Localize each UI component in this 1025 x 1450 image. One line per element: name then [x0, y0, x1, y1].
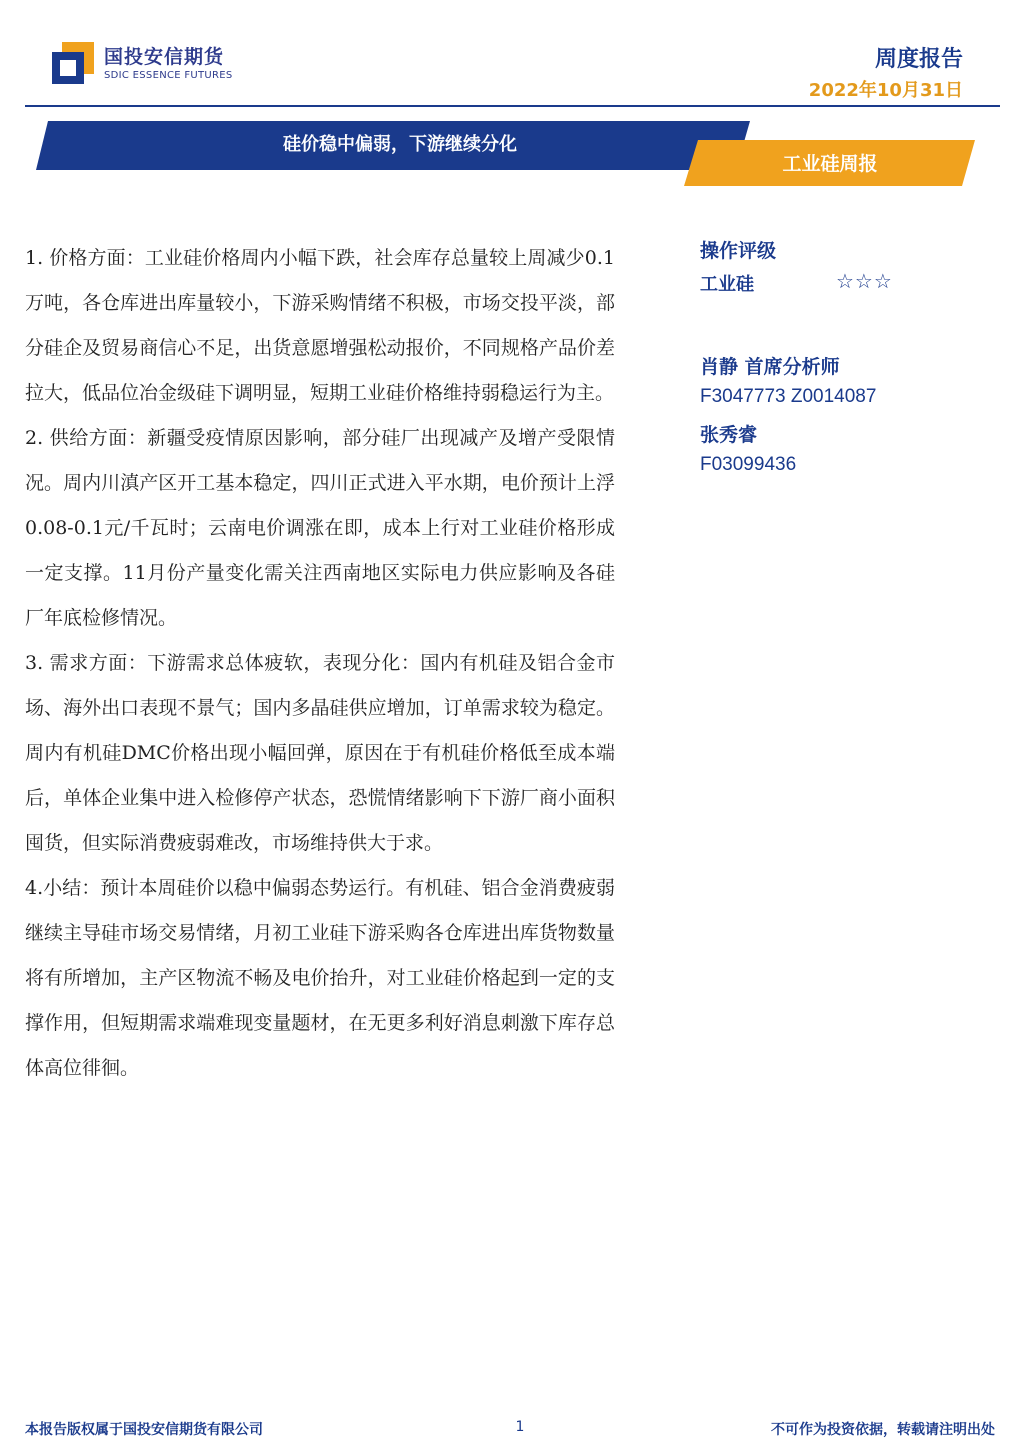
- analyst-2-id: F03099436: [700, 454, 797, 475]
- analyst-1-ids: F3047773 Z0014087: [700, 386, 877, 407]
- rating-title: 操作评级: [700, 240, 777, 262]
- logo-name-en: SDIC ESSENCE FUTURES: [104, 70, 233, 81]
- footer-disclaimer: 不可作为投资依据，转载请注明出处: [771, 1422, 995, 1438]
- logo-mark-icon: [52, 42, 94, 84]
- report-body: [25, 236, 615, 1091]
- report-title: 硅价稳中偏弱，下游继续分化: [283, 134, 517, 155]
- report-category-tag: 工业硅周报: [782, 153, 878, 175]
- analyst-1-name: 肖静 首席分析师: [700, 356, 840, 378]
- analyst-2-name: 张秀睿: [700, 424, 758, 446]
- rating-item-label: 工业硅: [700, 274, 754, 295]
- report-date: 2022年10月31日: [808, 80, 963, 101]
- page-number: 1: [515, 1419, 525, 1435]
- company-logo: [52, 40, 252, 88]
- paragraph-summary: 4.小结：预计本周硅价以稳中偏弱态势运行。有机硅、铝合金消费疲弱继续主导硅市场交易情绪，月初工业硅下游采购各仓库进出库货物数量将有所增加，主产区物流不畅及电价抬升，对工业硅价格起到一定的支撑作用，但短期需求端难现变量题材，在无更多利好消息刺激下库存总体高位徘徊。: [25, 877, 615, 1079]
- header-divider: [25, 105, 1000, 107]
- rating-row: [700, 270, 990, 298]
- paragraph-price: 1. 价格方面：工业硅价格周内小幅下跌，社会库存总量较上周减少0.1万吨，各仓库进出库量较小，下游采购情绪不积极，市场交投平淡，部分硅企及贸易商信心不足，出货意愿增强松动报价，不同规格产品价差拉大，低品位冶金级硅下调明显，短期工业硅价格维持弱稳运行为主。: [25, 247, 615, 404]
- paragraph-demand: 3. 需求方面：下游需求总体疲软，表现分化：国内有机硅及铝合金市场、海外出口表现不景气；国内多晶硅供应增加，订单需求较为稳定。周内有机硅DMC价格出现小幅回弹，原因在于有机硅价格低至成本端后，单体企业集中进入检修停产状态，恐慌情绪影响下下游厂商小面积囤货，但实际消费疲弱难改，市场维持供大于求。: [25, 652, 615, 854]
- footer-copyright: 本报告版权属于国投安信期货有限公司: [25, 1422, 263, 1438]
- paragraph-supply: 2. 供给方面：新疆受疫情原因影响，部分硅厂出现减产及增产受限情况。周内川滇产区开工基本稳定，四川正式进入平水期，电价预计上浮0.08-0.1元/千瓦时；云南电价调涨在即，成本上行对工业硅价格形成一定支撑。11月份产量变化需关注西南地区实际电力供应影响及各硅厂年底检修情况。: [25, 427, 615, 629]
- rating-stars-icon: ☆☆☆: [836, 269, 893, 293]
- report-type: 周度报告: [874, 47, 963, 72]
- logo-name-cn: 国投安信期货: [104, 46, 225, 68]
